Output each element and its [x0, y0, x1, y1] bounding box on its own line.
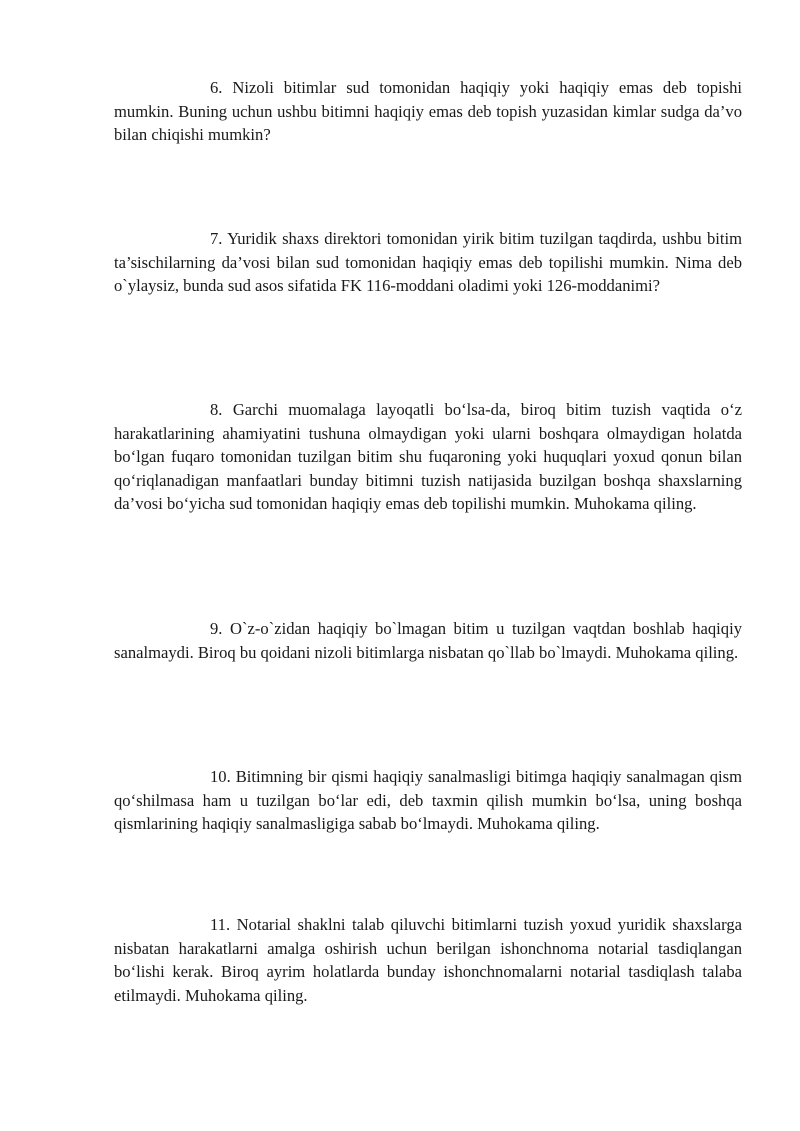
question-11 — [114, 913, 742, 1007]
question-7 — [114, 227, 742, 298]
question-text: O`z-o`zidan haqiqiy bo`lmagan bitim u tuzilgan vaqtdan boshlab haqiqiy sanalmaydi. Biroq bu qoidani nizoli bitimlarga nisbatan qo`llab bo`lmaydi. Muhokama qiling. — [114, 619, 742, 662]
question-8 — [114, 398, 742, 516]
question-number: 8. — [210, 400, 223, 419]
question-text: Yuridik shaxs direktori tomonidan yirik bitim tuzilgan taqdirda, ushbu bitim ta’sischilarning da’vosi bilan sud tomonidan haqiqiy emas deb topilishi mumkin. Nima deb o`ylaysiz, bunda sud asos sifatida FK 116-moddani oladimi yoki 126-moddanimi? — [114, 229, 742, 296]
question-text: Bitimning bir qismi haqiqiy sanalmasligi bitimga haqiqiy sanalmagan qism qo‘shilmasa ham u tuzilgan bo‘lar edi, deb taxmin qilish mumkin bo‘lsa, uning boshqa qismlarining haqiqiy sanalmasligiga sabab bo‘lmaydi. Muhokama qiling. — [114, 767, 742, 834]
question-number: 6. — [210, 78, 223, 97]
question-number: 10. — [210, 767, 231, 786]
question-text: Notarial shaklni talab qiluvchi bitimlarni tuzish yoxud yuridik shaxslarga nisbatan harakatlarni amalga oshirish uchun berilgan ishonchnoma notarial tasdiqlangan bo‘lishi kerak. Biroq ayrim holatlarda bunday ishonchnomalarni notarial tasdiqlash talaba etilmaydi. Muhokama qiling. — [114, 915, 742, 1005]
question-9 — [114, 617, 742, 664]
question-number: 9. — [210, 619, 223, 638]
question-number: 11. — [210, 915, 231, 934]
question-text: Nizoli bitimlar sud tomonidan haqiqiy yoki haqiqiy emas deb topishi mumkin. Buning uchun ushbu bitimni haqiqiy emas deb topish yuzasidan kimlar sudga da’vo bilan chiqishi mumkin? — [114, 78, 742, 145]
question-10 — [114, 765, 742, 836]
question-6 — [114, 76, 742, 147]
question-text: Garchi muomalaga layoqatli bo‘lsa-da, biroq bitim tuzish vaqtida o‘z harakatlarining ahamiyatini tushuna olmaydigan yoki ularni boshqara olmaydigan holatda bo‘lgan fuqaro tomonidan tuzilgan bitim shu fuqaroning yoki huquqlari yoxud qonun bilan qo‘riqlanadigan manfaatlari bunday bitimni tuzish natijasida buzilgan boshqa shaxslarning da’vosi bo‘yicha sud tomonidan haqiqiy emas deb topilishi mumkin. Muhokama qiling. — [114, 400, 742, 514]
question-number: 7. — [210, 229, 223, 248]
